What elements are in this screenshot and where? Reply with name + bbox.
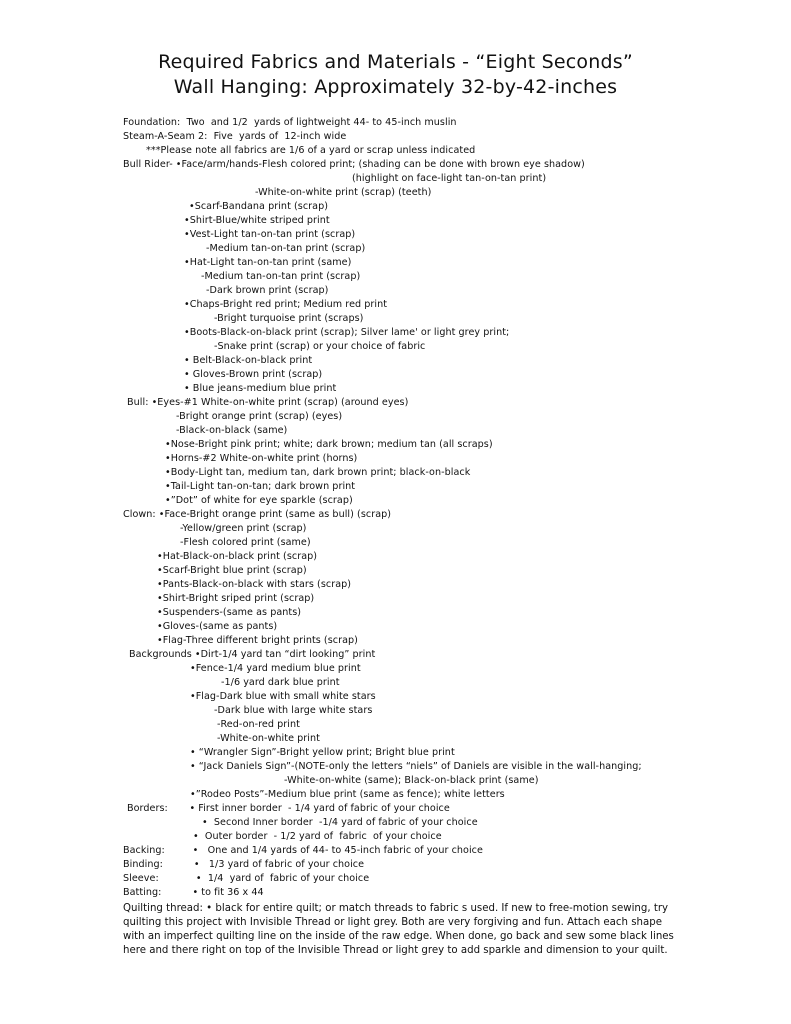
material-line: -Bright turquoise print (scraps) [214, 313, 364, 324]
material-line: •Fence-1/4 yard medium blue print [190, 663, 361, 674]
material-line: •”Dot” of white for eye sparkle (scrap) [165, 495, 353, 506]
material-line: •Tail-Light tan-on-tan; dark brown print [165, 481, 356, 492]
material-line: •Vest-Light tan-on-tan print (scrap) [184, 229, 356, 240]
material-line: -Medium tan-on-tan print (scrap) [206, 243, 366, 254]
material-line: -Flesh colored print (same) [180, 537, 311, 548]
material-line: (highlight on face-light tan-on-tan print) [352, 173, 547, 184]
material-line: •Suspenders-(same as pants) [157, 607, 302, 618]
material-line: • Belt-Black-on-black print [184, 355, 313, 366]
material-line: Foundation: Two and 1/2 yards of lightweight 44- to 45-inch muslin [123, 117, 457, 128]
material-line: •Shirt-Bright sriped print (scrap) [157, 593, 315, 604]
material-line: • “Wrangler Sign”-Bright yellow print; Bright blue print [190, 747, 455, 758]
material-line: -Dark brown print (scrap) [206, 285, 329, 296]
material-line: Backgrounds •Dirt-1/4 yard tan “dirt looking” print [129, 649, 376, 660]
material-line: Bull Rider- •Face/arm/hands-Flesh colored print; (shading can be done with brown eye shadow) [123, 159, 585, 170]
material-line: •”Rodeo Posts”-Medium blue print (same as fence); white letters [190, 789, 505, 800]
material-line: •Scarf-Bandana print (scrap) [189, 201, 329, 212]
material-line: • “Jack Daniels Sign”-(NOTE-only the letters “niels” of Daniels are visible in the wall-hanging; [190, 761, 642, 772]
material-line: -White-on-white print (scrap) (teeth) [255, 187, 432, 198]
material-line: •Nose-Bright pink print; white; dark brown; medium tan (all scraps) [165, 439, 493, 450]
material-line: • Blue jeans-medium blue print [184, 383, 337, 394]
material-line: •Pants-Black-on-black with stars (scrap) [157, 579, 352, 590]
material-line: •Shirt-Blue/white striped print [184, 215, 330, 226]
material-line: •Body-Light tan, medium tan, dark brown print; black-on-black [165, 467, 471, 478]
material-line: -Medium tan-on-tan print (scrap) [201, 271, 361, 282]
material-line: •Horns-#2 White-on-white print (horns) [165, 453, 358, 464]
material-line: -Dark blue with large white stars [214, 705, 373, 716]
material-line: -Snake print (scrap) or your choice of fabric [214, 341, 426, 352]
document-title-line-2: Wall Hanging: Approximately 32-by-42-inches [173, 76, 618, 98]
material-line: -Black-on-black (same) [176, 425, 288, 436]
material-line: Batting: • to fit 36 x 44 [123, 887, 264, 898]
material-line: • Outer border - 1/2 yard of fabric of your choice [193, 831, 442, 842]
material-line: Borders: • First inner border - 1/4 yard of fabric of your choice [127, 803, 450, 814]
material-line: -1/6 yard dark blue print [221, 677, 340, 688]
material-line: •Boots-Black-on-black print (scrap); Silver lame' or light grey print; [184, 327, 510, 338]
quilting-thread-paragraph: Quilting thread: • black for entire quilt; or match threads to fabric s used. If new to free-motion sewing, try quilting this project with Invisible Thread or light grey. Both are very forgiving and fun. Attach each shape with an imperfect quilting line on the inside of the raw edge. When done, go back and sew some black lines here and there right on top of the Invisible Thread or light grey to add sparkle and dimension to your quilt. [123, 903, 674, 956]
material-line: -Red-on-red print [217, 719, 300, 730]
material-line: •Hat-Light tan-on-tan print (same) [184, 257, 352, 268]
material-line: -Yellow/green print (scrap) [180, 523, 307, 534]
material-line: -Bright orange print (scrap) (eyes) [176, 411, 343, 422]
material-line: Backing: • One and 1/4 yards of 44- to 45-inch fabric of your choice [123, 845, 483, 856]
material-line: •Chaps-Bright red print; Medium red print [184, 299, 388, 310]
material-line: ***Please note all fabrics are 1/6 of a yard or scrap unless indicated [146, 145, 476, 156]
document-title-line-1: Required Fabrics and Materials - “Eight Seconds” [158, 51, 633, 73]
material-line: •Flag-Dark blue with small white stars [190, 691, 376, 702]
material-line: Sleeve: • 1/4 yard of fabric of your choice [123, 873, 370, 884]
material-line: •Hat-Black-on-black print (scrap) [157, 551, 318, 562]
material-line: • Second Inner border -1/4 yard of fabric of your choice [202, 817, 478, 828]
material-line: -White-on-white print [217, 733, 320, 744]
material-line: •Gloves-(same as pants) [157, 621, 278, 632]
material-line: -White-on-white (same); Black-on-black print (same) [284, 775, 539, 786]
material-line: •Scarf-Bright blue print (scrap) [157, 565, 307, 576]
material-line: •Flag-Three different bright prints (scrap) [157, 635, 358, 646]
material-line: • Gloves-Brown print (scrap) [184, 369, 323, 380]
material-line: Binding: • 1/3 yard of fabric of your choice [123, 859, 365, 870]
material-line: Clown: •Face-Bright orange print (same as bull) (scrap) [123, 509, 392, 520]
material-line: Steam-A-Seam 2: Five yards of 12-inch wide [123, 131, 347, 142]
material-line: Bull: •Eyes-#1 White-on-white print (scrap) (around eyes) [127, 397, 409, 408]
